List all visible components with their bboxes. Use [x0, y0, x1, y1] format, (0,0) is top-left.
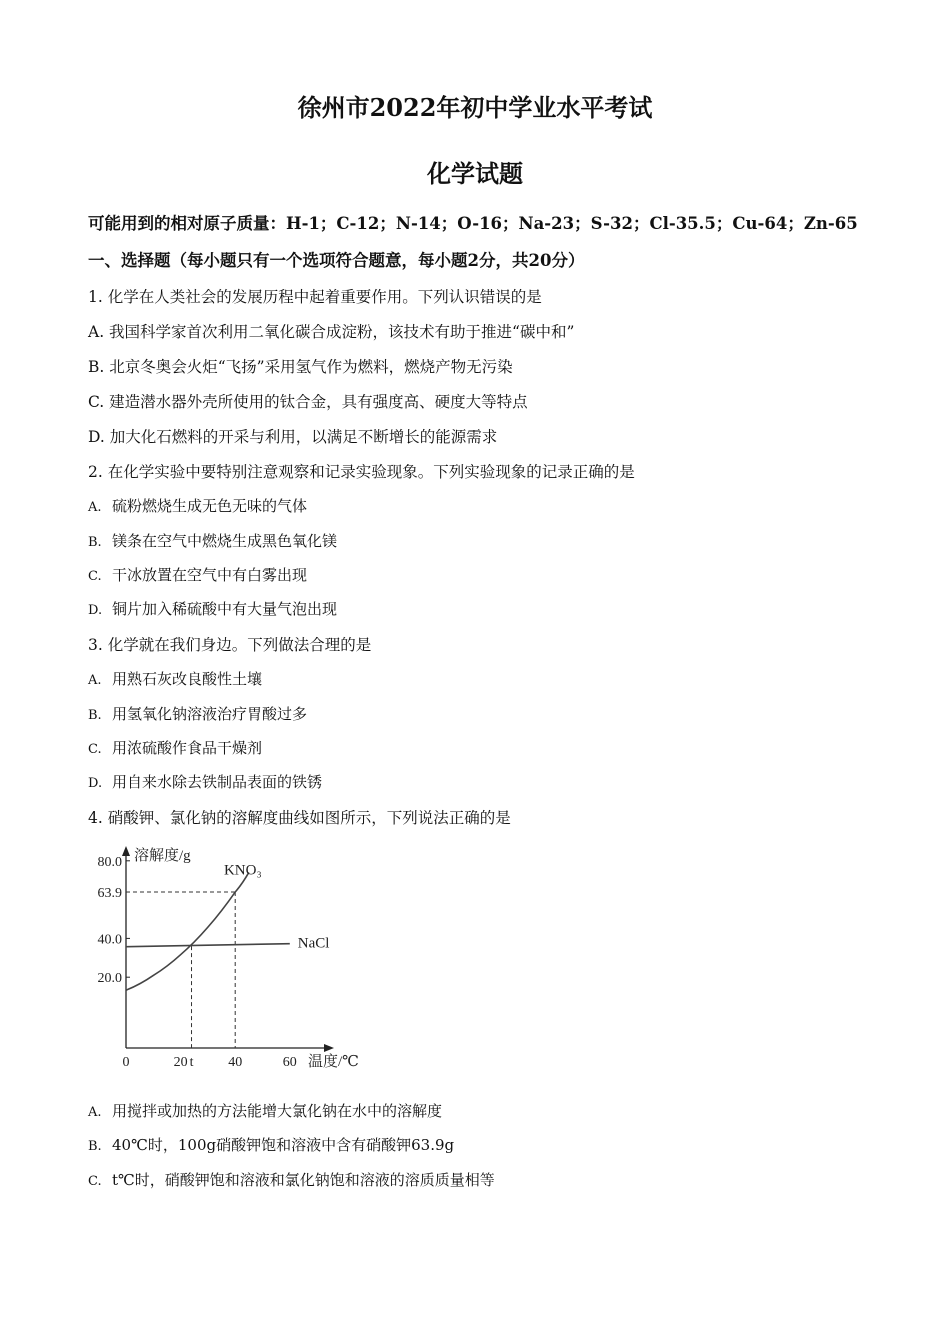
option-text: 干冰放置在空气中有白雾出现	[112, 566, 308, 584]
option-letter: B.	[88, 1139, 102, 1154]
subject-title: 化学试题	[427, 159, 523, 188]
question-2-option-d	[88, 598, 337, 619]
y-tick-label: 80.0	[97, 854, 122, 870]
question-1-option-a: A. 我国科学家首次利用二氧化碳合成淀粉，该技术有助于推进“碳中和”	[88, 323, 575, 341]
x-axis-arrow	[324, 1044, 334, 1052]
option-letter: B.	[88, 535, 102, 550]
x-tick-label: 60	[282, 1055, 297, 1070]
x-tick-label: 40	[228, 1055, 243, 1070]
option-text: 用自来水除去铁制品表面的铁锈	[112, 773, 323, 791]
x-axis-label: 温度/℃	[308, 1054, 359, 1070]
question-1-stem: 1. 化学在人类社会的发展历程中起着重要作用。下列认识错误的是	[88, 288, 542, 306]
question-3-stem: 3. 化学就在我们身边。下列做法合理的是	[88, 636, 372, 654]
option-text: 铜片加入稀硫酸中有大量气泡出现	[112, 600, 338, 618]
nacl-label: NaCl	[297, 935, 330, 952]
question-1-option-b: B. 北京冬奥会火炬“飞扬”采用氢气作为燃料，燃烧产物无污染	[88, 358, 513, 376]
option-letter: D.	[88, 776, 103, 791]
question-2-option-b	[88, 530, 337, 551]
question-4-option-b	[88, 1134, 454, 1155]
x-tick-label: 20	[173, 1055, 188, 1070]
y-tick-label: 63.9	[97, 886, 122, 902]
option-letter: A.	[88, 500, 102, 515]
question-1-option-d: D. 加大化石燃料的开采与利用，以满足不断增长的能源需求	[88, 428, 498, 446]
question-1-option-c: C. 建造潜水器外壳所使用的钛合金，具有强度高、硬度大等特点	[88, 393, 528, 411]
option-letter: B.	[88, 708, 102, 723]
option-letter: D.	[88, 603, 103, 618]
option-text: 用熟石灰改良酸性土壤	[112, 670, 263, 688]
y-tick-label: 40.0	[97, 932, 122, 948]
question-4-option-a	[88, 1100, 442, 1121]
option-letter: C.	[88, 742, 102, 757]
kno3-label: KNO₃	[223, 862, 262, 879]
question-3-option-c	[88, 737, 262, 758]
nacl-curve	[126, 944, 290, 947]
question-2-option-a	[88, 495, 307, 516]
question-2-stem: 2. 在化学实验中要特别注意观察和记录实验现象。下列实验现象的记录正确的是	[88, 463, 635, 481]
question-3-option-d	[88, 771, 322, 792]
option-letter: A.	[88, 673, 102, 688]
y-tick-label: 20.0	[97, 971, 122, 987]
option-text: t℃时，硝酸钾饱和溶液和氯化钠饱和溶液的溶质质量相等	[112, 1171, 495, 1189]
option-text: 用浓硫酸作食品干燥剂	[112, 739, 263, 757]
option-letter: C.	[88, 569, 102, 584]
question-4-stem: 4. 硝酸钾、氯化钠的溶解度曲线如图所示，下列说法正确的是	[88, 809, 511, 827]
y-axis-arrow	[122, 846, 130, 856]
option-text: 硫粉燃烧生成无色无味的气体	[112, 497, 308, 515]
option-letter: C.	[88, 1174, 102, 1189]
x-tick-label: 0	[122, 1055, 130, 1070]
option-text: 镁条在空气中燃烧生成黑色氧化镁	[112, 532, 338, 550]
question-3-option-a	[88, 668, 262, 689]
question-2-option-c	[88, 564, 307, 585]
option-letter: A.	[88, 1105, 102, 1120]
x-tick-label: t	[189, 1055, 194, 1070]
question-4-option-c	[88, 1169, 495, 1190]
exam-title: 徐州市2022年初中学业水平考试	[297, 93, 653, 122]
option-text: 用搅拌或加热的方法能增大氯化钠在水中的溶解度	[112, 1102, 443, 1120]
kno3-curve	[126, 872, 249, 990]
atomic-masses-note: 可能用到的相对原子质量：H-1；C-12；N-14；O-16；Na-23；S-32；Cl-35.5；Cu-64；Zn-65	[88, 214, 858, 233]
section-heading: 一、选择题（每小题只有一个选项符合题意，每小题2分，共20分）	[88, 251, 585, 270]
option-text: 用氢氧化钠溶液治疗胃酸过多	[112, 705, 308, 723]
question-3-option-b	[88, 703, 307, 724]
option-text: 40℃时，100g硝酸钾饱和溶液中含有硝酸钾63.9g	[112, 1136, 455, 1154]
y-axis-label: 溶解度/g	[134, 848, 191, 864]
solubility-chart	[88, 838, 378, 1078]
